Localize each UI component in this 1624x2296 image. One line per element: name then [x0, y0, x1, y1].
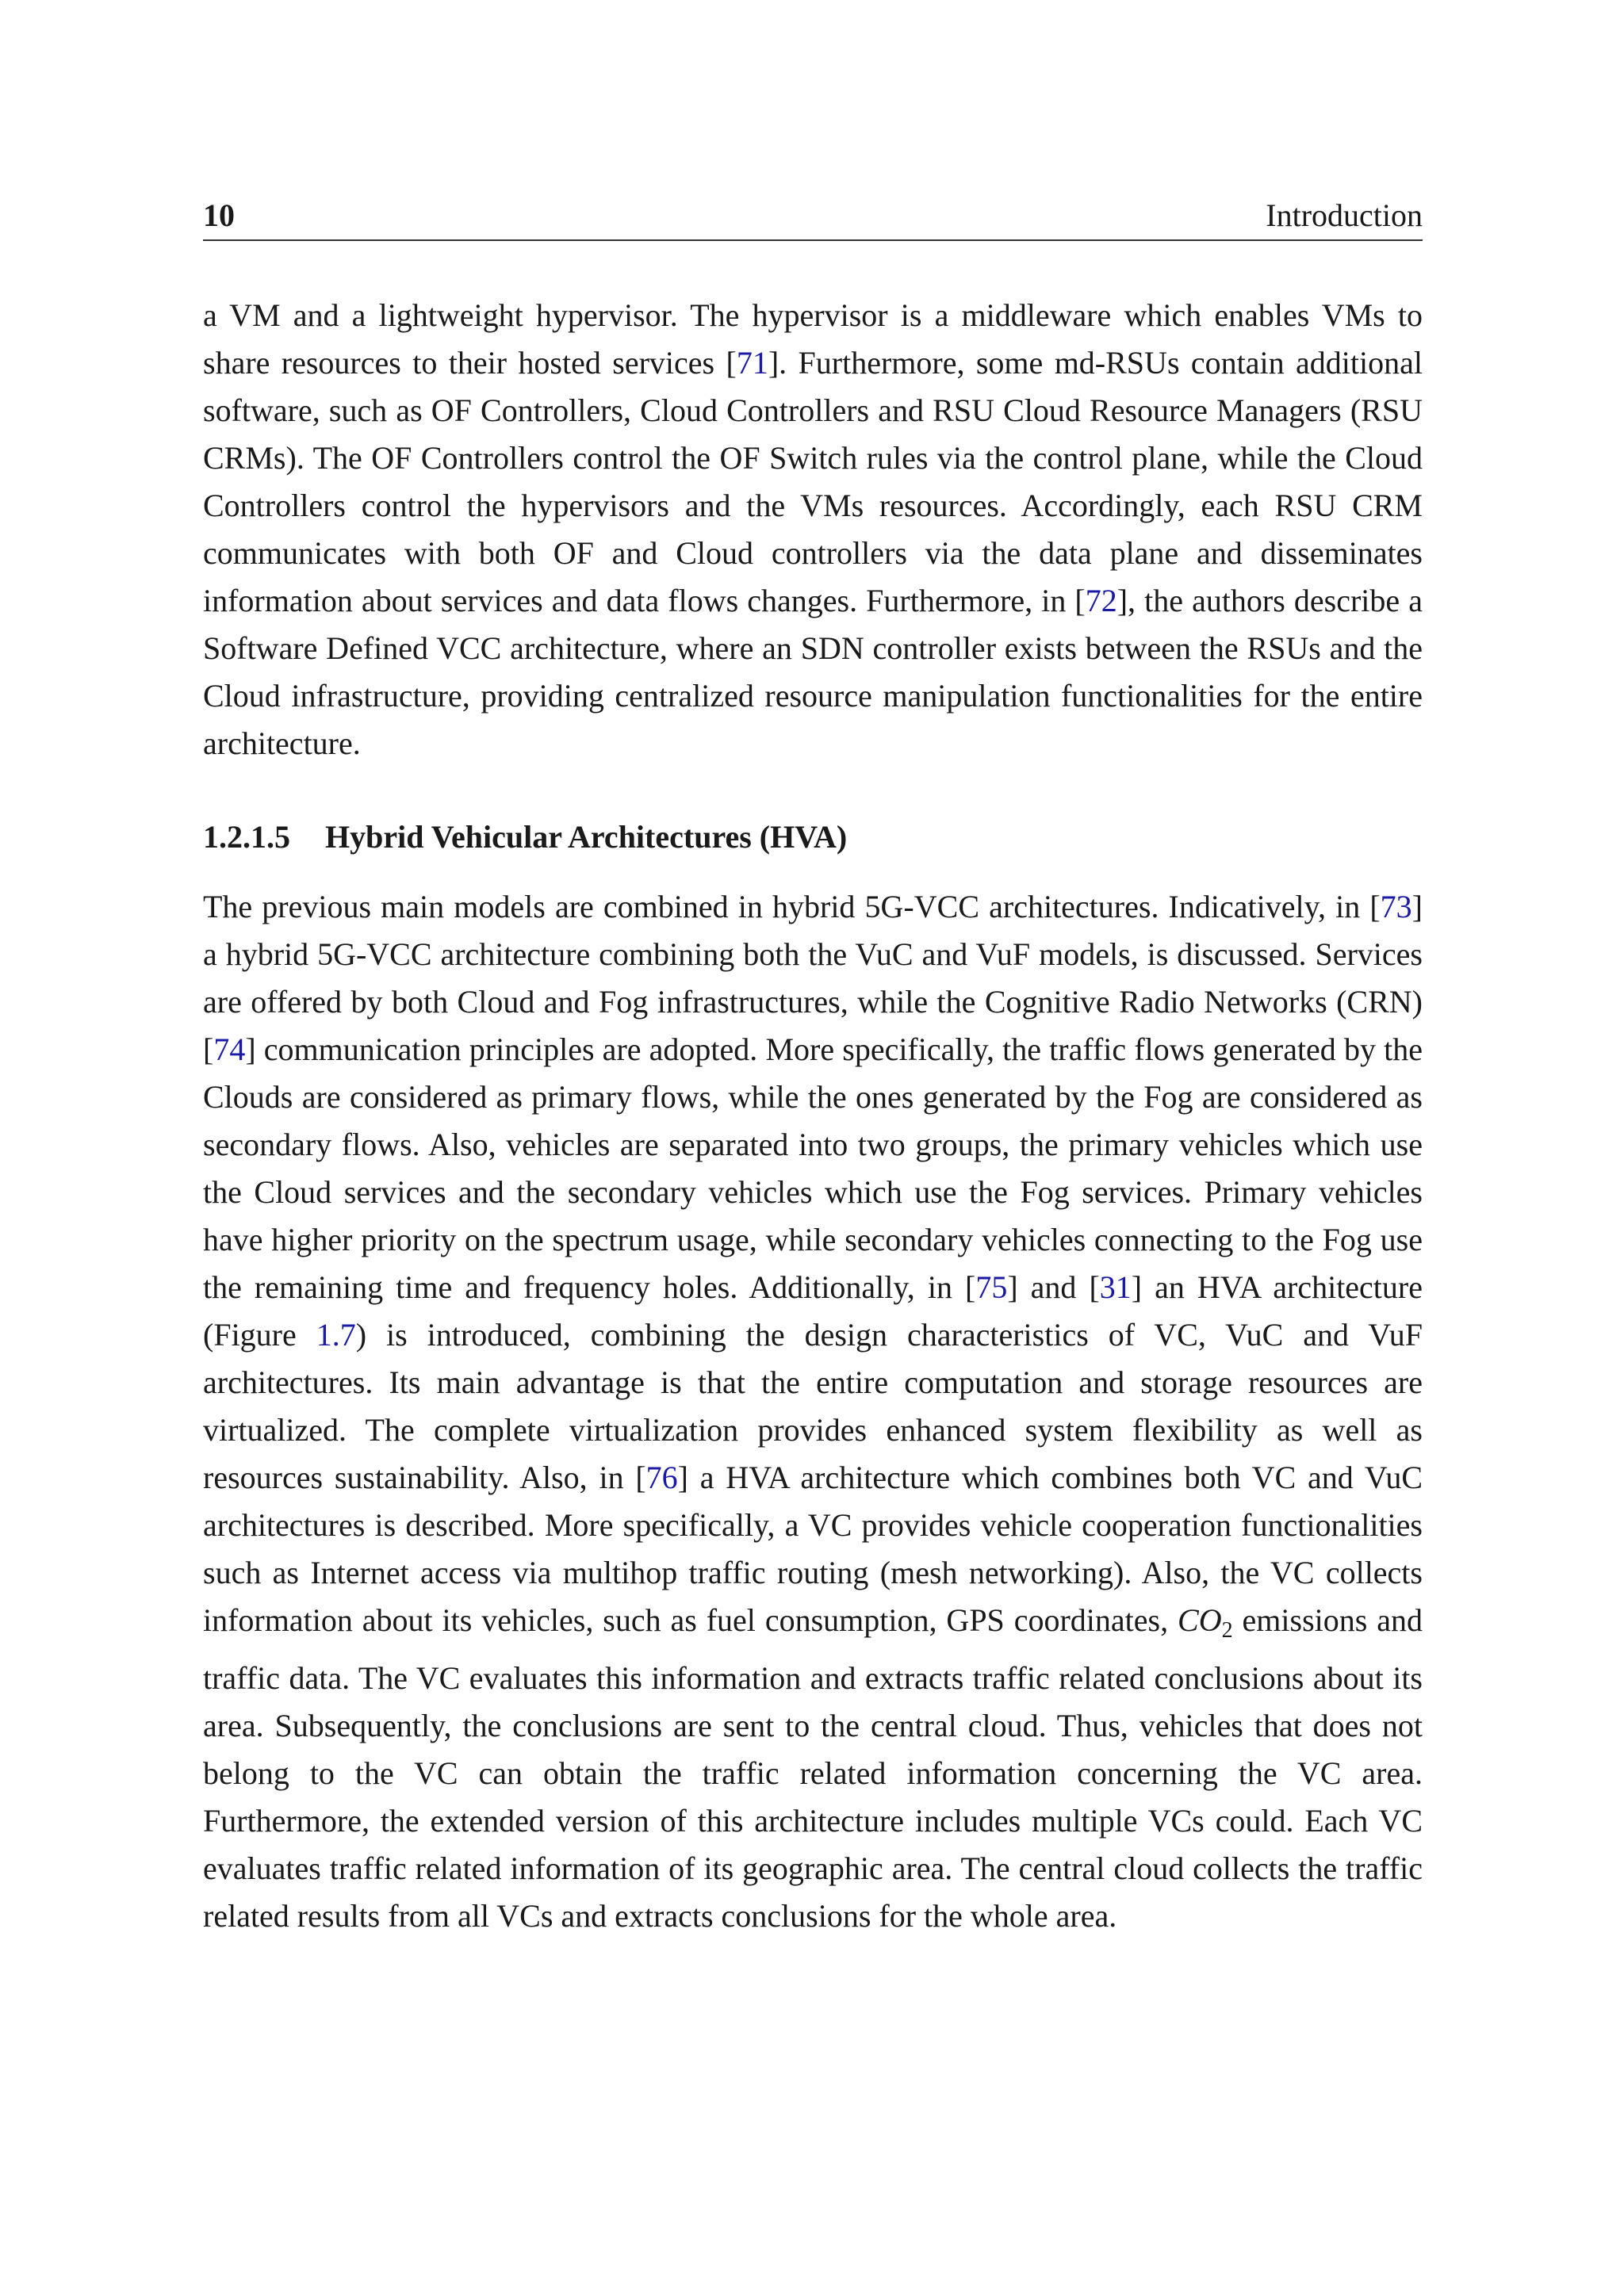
figure-reference-link[interactable]: 1.7	[316, 1317, 356, 1353]
text-run: ] communication principles are adopted. More specifically, the traffic flows generated by the Clouds are considered as primary flows, while the ones generated by the Fog are considered as secondary flows. Also, vehicles are separated into two groups, the primary vehicles which use the Cloud services and the secondary vehicles which use the Fog services. Primary vehicles have higher priority on the spectrum usage, while secondary vehicles connecting to the Fog use the remaining time and frequency holes. Additionally, in [	[203, 1031, 1423, 1305]
math-subscript: 2	[1221, 1618, 1233, 1643]
running-head: Introduction	[1266, 197, 1423, 233]
citation-link[interactable]: 71	[736, 345, 768, 381]
citation-link[interactable]: 76	[645, 1460, 678, 1495]
section-number: 1.2.1.5	[203, 819, 290, 855]
text-run: ], the authors describe a Software Defined VCC architecture, where an SDN controller exists between the RSUs and the Cloud infrastructure, providing centralized resource manipulation functionalities for the entire architecture.	[203, 583, 1423, 761]
citation-link[interactable]: 73	[1380, 889, 1412, 924]
citation-link[interactable]: 72	[1085, 583, 1117, 618]
citation-link[interactable]: 74	[213, 1031, 246, 1067]
text-run: ) is introduced, combining the design characteristics of VC, VuC and VuF architectures. Its main advantage is that the entire computation and storage resources are virtualized. The complete virtualization provides enhanced system flexibility as well as resources sustainability. Also, in [	[203, 1317, 1423, 1495]
citation-link[interactable]: 31	[1099, 1269, 1132, 1305]
text-run: ]. Furthermore, some md-RSUs contain additional software, such as OF Controllers, Cloud Controllers and RSU Cloud Resource Managers (RSU CRMs). The OF Controllers control the OF Switch rules via the control plane, while the Cloud Controllers control the hypervisors and the VMs resources. Accordingly, each RSU CRM communicates with both OF and Cloud controllers via the data plane and disseminates information about services and data flows changes. Furthermore, in [	[203, 345, 1423, 618]
text-run: ] a HVA architecture which combines both VC and VuC architectures is described. More specifically, a VC provides vehicle cooperation functionalities such as Internet access via multihop traffic routing (mesh networking). Also, the VC collects information about its vehicles, such as fuel consumption, GPS coordinates,	[203, 1460, 1423, 1638]
text-run: ] a hybrid 5G-VCC architecture combining both the VuC and VuF models, is discussed. Services are offered by both Cloud and Fog infrastructures, while the Cognitive Radio Networks (CRN) [	[203, 889, 1423, 1067]
paragraph-hybrid-architectures	[203, 883, 1423, 1940]
section-heading	[203, 815, 847, 859]
text-run: a VM and a lightweight hypervisor. The hypervisor is a middleware which enables VMs to share resources to their hosted services [	[203, 297, 1423, 381]
math-base: CO	[1178, 1602, 1222, 1638]
text-run: ] an HVA architecture (Figure	[203, 1269, 1423, 1353]
citation-link[interactable]: 75	[975, 1269, 1008, 1305]
text-run: The previous main models are combined in hybrid 5G-VCC architectures. Indicatively, in [	[203, 889, 1381, 924]
paragraph-hypervisor	[203, 292, 1423, 767]
math-co2	[1178, 1602, 1233, 1643]
page-number: 10	[203, 197, 235, 233]
page-header	[203, 195, 1423, 241]
text-run: emissions and traffic data. The VC evaluates this information and extracts traffic related conclusions about its area. Subsequently, the conclusions are sent to the central cloud. Thus, vehicles that does not belong to the VC can obtain the traffic related information concerning the VC area. Furthermore, the extended version of this architecture includes multiple VCs could. Each VC evaluates traffic related information of its geographic area. The central cloud collects the traffic related results from all VCs and extracts conclusions for the whole area.	[203, 1602, 1423, 1934]
text-run: ] and [	[1007, 1269, 1100, 1305]
section-title: Hybrid Vehicular Architectures (HVA)	[325, 819, 848, 855]
